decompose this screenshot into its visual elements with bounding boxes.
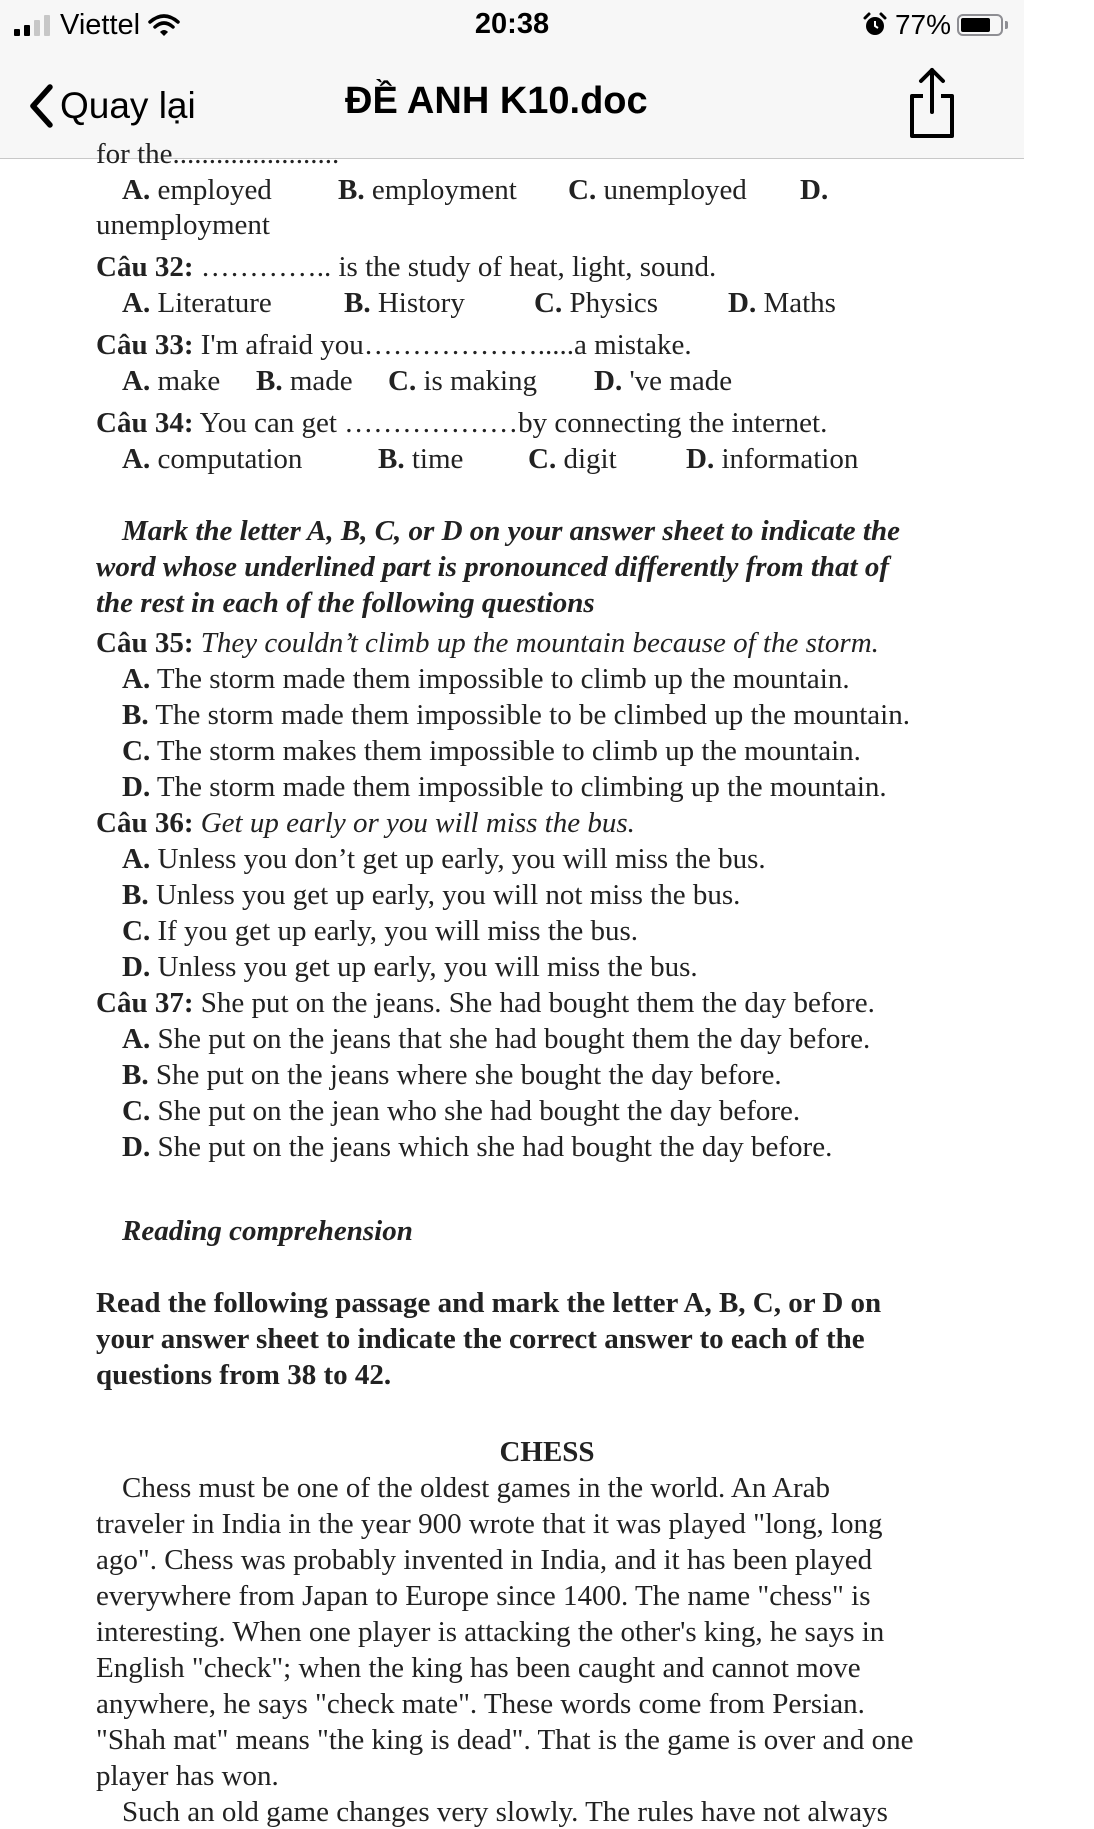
q33-option-a: A. make	[122, 365, 221, 397]
passage-line-3: ago". Chess was probably invented in India, and it has been played	[96, 1544, 873, 1576]
share-button[interactable]	[902, 64, 962, 144]
carrier-name: Viettel	[60, 8, 141, 41]
battery-icon	[957, 14, 1003, 36]
q31-option-c: C. unemployed	[568, 174, 747, 206]
passage-line-9: player has won.	[96, 1760, 279, 1792]
q35-option-c: C. The storm makes them impossible to climb up the mountain.	[122, 735, 861, 767]
q33-option-d: D. 've made	[594, 365, 733, 397]
instruction-1-line-1: Mark the letter A, B, C, or D on your answer sheet to indicate the	[122, 515, 900, 547]
instruction-1-line-2: word whose underlined part is pronounced differently from that of	[96, 551, 890, 583]
cut-off-line: for the.......................	[96, 138, 340, 170]
passage-line-1: Chess must be one of the oldest games in the world. An Arab	[122, 1472, 830, 1504]
q32-option-d: D. Maths	[728, 287, 836, 319]
q31-option-d-letter: D.	[800, 174, 829, 206]
q34-option-d: D. information	[686, 443, 859, 475]
share-icon	[902, 64, 962, 144]
passage-line-8: "Shah mat" means "the king is dead". That is the game is over and one	[96, 1724, 914, 1756]
battery-percent: 77%	[894, 9, 951, 40]
instruction-2-line-1: Read the following passage and mark the letter A, B, C, or D on	[96, 1287, 882, 1319]
q32-question: Câu 32: ………….. is the study of heat, light, sound.	[96, 251, 717, 283]
q36-option-c: C. If you get up early, you will miss the bus.	[122, 915, 639, 947]
back-button[interactable]	[28, 78, 196, 134]
instruction-2-line-3: questions from 38 to 42.	[96, 1359, 392, 1391]
battery-cap	[1005, 21, 1008, 29]
q33-option-c: C. is making	[388, 365, 538, 397]
q35-option-a: A. The storm made them impossible to climb up the mountain.	[122, 663, 850, 695]
q31-option-a: A. employed	[122, 174, 272, 206]
q32-option-b: B. History	[344, 287, 465, 319]
q37-option-a: A. She put on the jeans that she had bought them the day before.	[122, 1023, 871, 1055]
status-bar	[0, 0, 1024, 50]
passage-line-6: English "check"; when the king has been caught and cannot move	[96, 1652, 861, 1684]
back-label: Quay lại	[60, 85, 196, 126]
passage-line-5: interesting. When one player is attacking the other's king, he says in	[96, 1616, 885, 1648]
chevron-left-icon	[28, 84, 54, 128]
q37-option-d: D. She put on the jeans which she had bought the day before.	[122, 1131, 833, 1163]
battery-fill	[961, 18, 990, 32]
q37-option-b: B. She put on the jeans where she bought the day before.	[122, 1059, 782, 1091]
q37-question: Câu 37: She put on the jeans. She had bought them the day before.	[96, 987, 875, 1019]
passage-line-7: anywhere, he says "check mate". These words come from Persian.	[96, 1688, 865, 1720]
document-title: ĐỀ ANH K10.doc	[345, 80, 648, 122]
q33-option-b: B. made	[256, 365, 353, 397]
q31-option-d-text: unemployment	[96, 209, 270, 241]
q36-option-a: A. Unless you don’t get up early, you will miss the bus.	[122, 843, 766, 875]
passage-line-4: everywhere from Japan to Europe since 1400. The name "chess" is	[96, 1580, 871, 1612]
q37-option-c: C. She put on the jean who she had bought the day before.	[122, 1095, 801, 1127]
q35-option-b: B. The storm made them impossible to be climbed up the mountain.	[122, 699, 910, 731]
document-content[interactable]	[0, 138, 1024, 1828]
passage-line-10: Such an old game changes very slowly. The rules have not always	[122, 1796, 888, 1828]
q35-option-d: D. The storm made them impossible to climbing up the mountain.	[122, 771, 887, 803]
q36-question: Câu 36: Get up early or you will miss the bus.	[96, 807, 635, 839]
q34-option-c: C. digit	[528, 443, 617, 475]
q35-question: Câu 35: They couldn’t climb up the mountain because of the storm.	[96, 627, 879, 659]
q32-option-c: C. Physics	[534, 287, 659, 319]
alarm-icon	[863, 13, 887, 37]
passage-line-2: traveler in India in the year 900 wrote that it was played "long, long	[96, 1508, 883, 1540]
q31-option-b: B. employment	[338, 174, 517, 206]
q34-option-a: A. computation	[122, 443, 303, 475]
passage-title: CHESS	[499, 1436, 595, 1468]
reading-heading: Reading comprehension	[122, 1215, 413, 1247]
q36-option-b: B. Unless you get up early, you will not miss the bus.	[122, 879, 741, 911]
instruction-2-line-2: your answer sheet to indicate the correct answer to each of the	[96, 1323, 865, 1355]
q34-question: Câu 34: You can get ………………by connecting the internet.	[96, 407, 828, 439]
status-right	[863, 9, 1008, 41]
q36-option-d: D. Unless you get up early, you will miss the bus.	[122, 951, 698, 983]
q32-option-a: A. Literature	[122, 287, 272, 319]
q33-question: Câu 33: I'm afraid you……………….....a mistake.	[96, 329, 692, 361]
instruction-1-line-3: the rest in each of the following questions	[96, 587, 595, 619]
status-time: 20:38	[474, 8, 550, 40]
q34-option-b: B. time	[378, 443, 464, 475]
